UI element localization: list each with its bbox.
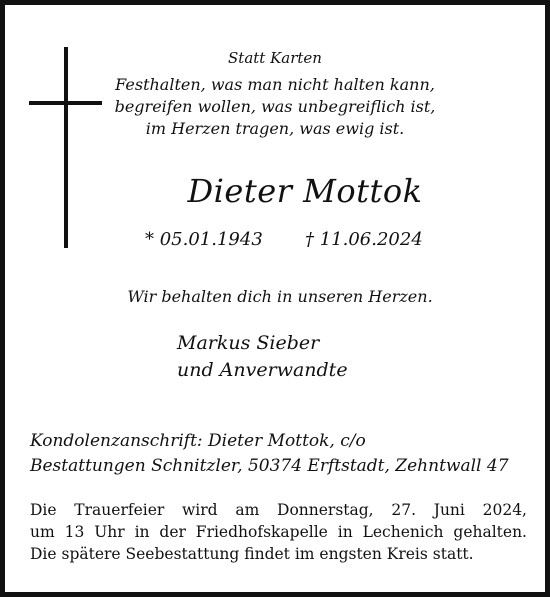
service-info [30, 499, 527, 565]
service-line: um 13 Uhr in der Friedhofskapelle in Lechenich gehalten. [30, 523, 527, 541]
poem-line: im Herzen tragen, was ewig ist. [145, 119, 405, 138]
service-line: Die Trauerfeier wird am Donnerstag, 27. Juni 2024, [30, 501, 527, 519]
poem-line: Festhalten, was man nicht halten kann, [115, 75, 435, 94]
remembrance-line: Wir behalten dich in unseren Herzen. [127, 287, 433, 306]
header-block [95, 48, 455, 140]
mourner-name: Markus Sieber [177, 332, 320, 354]
birth-date: * 05.01.1943 [145, 229, 263, 250]
poem [95, 74, 455, 140]
death-date: † 11.06.2024 [305, 229, 423, 250]
mourners-block [177, 330, 348, 384]
service-line: Die spätere Seebestattung findet im engsten Kreis statt. [30, 545, 474, 563]
mourner-relatives: und Anverwandte [177, 359, 348, 381]
cross-horizontal-bar [29, 101, 102, 105]
address-line: Bestattungen Schnitzler, 50374 Erftstadt, Zehntwall 47 [30, 456, 509, 476]
cross-vertical-bar [64, 47, 68, 248]
deceased-name: Dieter Mottok [187, 172, 423, 210]
poem-line: begreifen wollen, was unbegreiflich ist, [114, 97, 436, 116]
intro-line: Statt Karten [228, 49, 322, 67]
condolence-address [30, 429, 509, 479]
address-line: Kondolenzanschrift: Dieter Mottok, c/o [30, 431, 366, 451]
